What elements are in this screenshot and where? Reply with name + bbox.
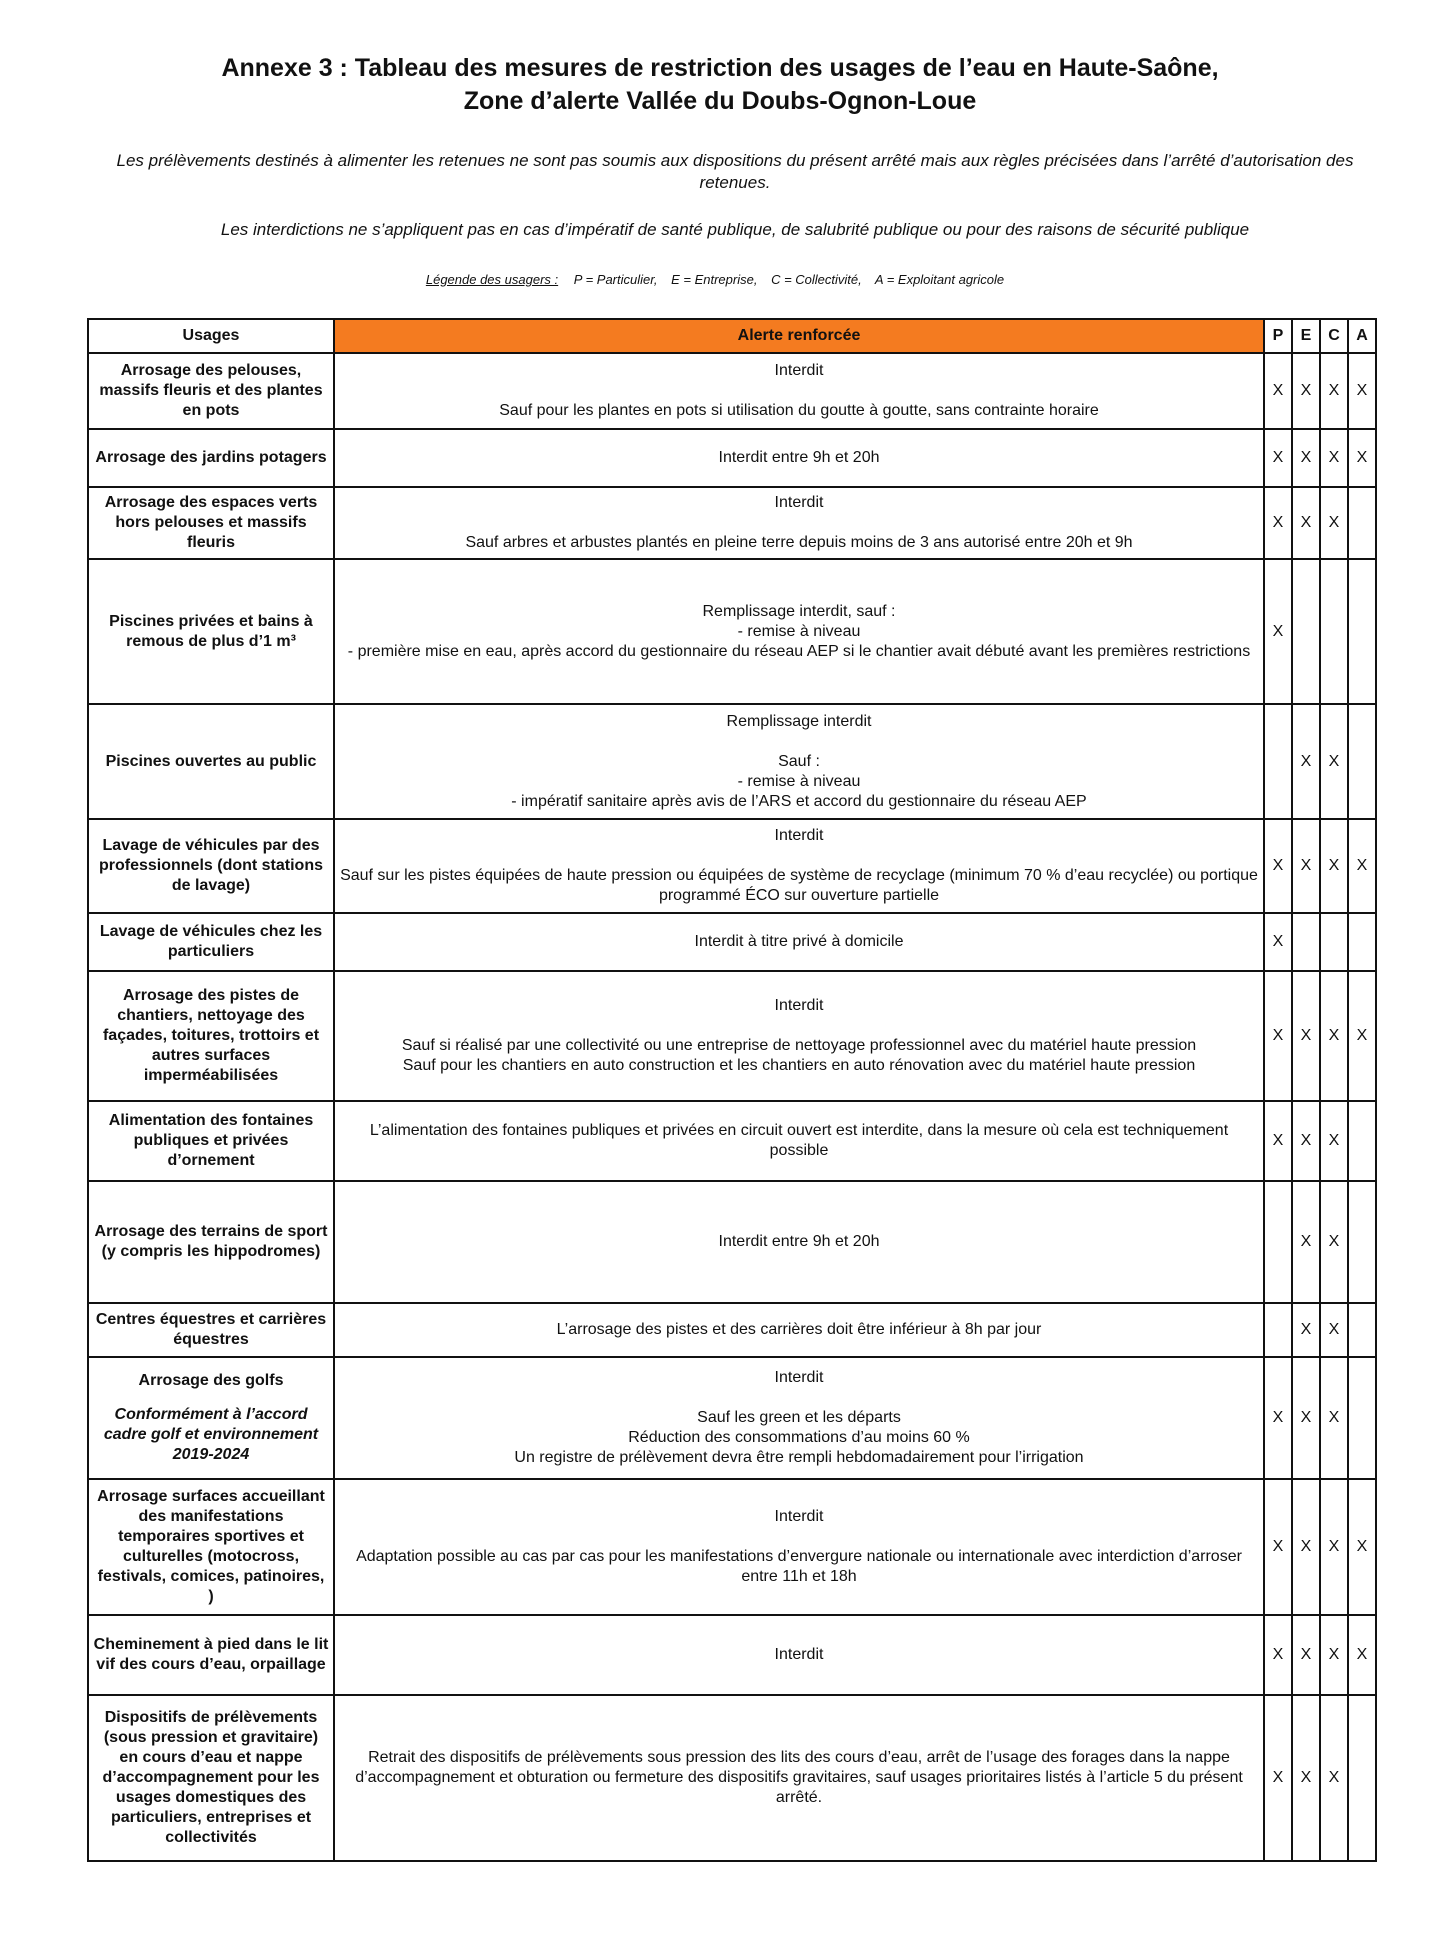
mark-a: X bbox=[1348, 819, 1376, 913]
mark-c: X bbox=[1320, 1479, 1348, 1615]
usage-cell bbox=[88, 1615, 334, 1695]
usage-label: Cheminement à pied dans le lit vif des cours d’eau, orpaillage bbox=[93, 1636, 329, 1673]
note-retenues: Les prélèvements destinés à alimenter les retenues ne sont pas soumis aux dispositions du présent arrêté mais aux règles précisées dans l’arrêté d’autorisation des retenues. bbox=[116, 151, 1354, 192]
mesure-line: Sauf : bbox=[778, 752, 820, 770]
mark-p bbox=[1264, 1181, 1292, 1303]
mark-p: X bbox=[1264, 971, 1292, 1101]
mesure-line: Sauf pour les chantiers en auto construction et les chantiers en auto rénovation avec du matériel haute pression bbox=[402, 1057, 1196, 1074]
header-e: E bbox=[1292, 319, 1320, 353]
usage-cell bbox=[88, 429, 334, 487]
mesure-line: Interdit bbox=[774, 494, 824, 511]
table-row bbox=[88, 429, 1376, 487]
mark-e: X bbox=[1292, 487, 1320, 559]
mesure-line: Sauf les green et les départs bbox=[697, 1409, 901, 1426]
table-row bbox=[88, 559, 1376, 704]
mark-p: X bbox=[1264, 559, 1292, 704]
table-header-row bbox=[88, 319, 1376, 353]
table-row bbox=[88, 971, 1376, 1101]
mesure-line: Retrait des dispositifs de prélèvements sous pression des lits des cours d’eau, arrêt de l’usage des forages dans la nappe d’accompagnement et obturation ou fermeture des dispositifs gravitaires, sauf usages prioritaires listés à l’article 5 du présent arrêté. bbox=[355, 1749, 1243, 1806]
header-c: C bbox=[1320, 319, 1348, 353]
mark-p: X bbox=[1264, 429, 1292, 487]
mark-e bbox=[1292, 913, 1320, 971]
table-row bbox=[88, 1695, 1376, 1861]
mesure-cell bbox=[334, 1479, 1264, 1615]
mark-e: X bbox=[1292, 1479, 1320, 1615]
legend-c: C = Collectivité, bbox=[771, 272, 862, 287]
mark-c: X bbox=[1320, 1303, 1348, 1357]
usage-label: Arrosage des jardins potagers bbox=[95, 449, 327, 466]
mesure-line: L’arrosage des pistes et des carrières doit être inférieur à 8h par jour bbox=[556, 1321, 1042, 1338]
mesure-line: L’alimentation des fontaines publiques et privées en circuit ouvert est interdite, dans la mesure où cela est techniquement possible bbox=[369, 1122, 1229, 1159]
mesure-cell bbox=[334, 559, 1264, 704]
mark-c: X bbox=[1320, 1615, 1348, 1695]
mesure-cell bbox=[334, 971, 1264, 1101]
table-row bbox=[88, 1357, 1376, 1479]
mark-c: X bbox=[1320, 704, 1348, 819]
usage-label: Alimentation des fontaines publiques et privées d’ornement bbox=[108, 1112, 314, 1169]
mark-a bbox=[1348, 1181, 1376, 1303]
mark-c: X bbox=[1320, 1101, 1348, 1181]
mark-a: X bbox=[1348, 429, 1376, 487]
usage-cell bbox=[88, 559, 334, 704]
mesure-line: Interdit bbox=[774, 362, 824, 379]
mark-a: X bbox=[1348, 353, 1376, 429]
usage-cell bbox=[88, 819, 334, 913]
usage-label: Dispositifs de prélèvements (sous pression et gravitaire) en cours d’eau et nappe d’accompagnement pour les usages domestiques des particuliers, entreprises et collectivités bbox=[102, 1709, 320, 1846]
table-row bbox=[88, 487, 1376, 559]
mesure-cell bbox=[334, 913, 1264, 971]
usage-label: Piscines privées et bains à remous de plus d’1 m³ bbox=[109, 612, 313, 650]
mark-a bbox=[1348, 704, 1376, 819]
mark-c: X bbox=[1320, 1181, 1348, 1303]
usage-cell bbox=[88, 1303, 334, 1357]
mark-e: X bbox=[1292, 1615, 1320, 1695]
mark-c: X bbox=[1320, 487, 1348, 559]
mesure-line: Remplissage interdit bbox=[726, 712, 872, 730]
mesure-line: Sauf si réalisé par une collectivité ou une entreprise de nettoyage professionnel avec du matériel haute pression bbox=[401, 1037, 1197, 1054]
mark-c: X bbox=[1320, 1695, 1348, 1861]
legend-p: P = Particulier, bbox=[573, 272, 658, 287]
mark-c: X bbox=[1320, 429, 1348, 487]
mark-p: X bbox=[1264, 1615, 1292, 1695]
usage-label: Arrosage des espaces verts hors pelouses et massifs fleuris bbox=[104, 494, 318, 551]
mesure-line: Sauf sur les pistes équipées de haute pression ou équipées de système de recyclage (minimum 70 % d’eau recyclée) ou portique programmé ÉCO sur ouverture partielle bbox=[340, 867, 1258, 904]
usage-cell bbox=[88, 704, 334, 819]
mark-a bbox=[1348, 1101, 1376, 1181]
mark-c: X bbox=[1320, 353, 1348, 429]
usage-cell bbox=[88, 1695, 334, 1861]
mark-p bbox=[1264, 704, 1292, 819]
usage-label: Lavage de véhicules par des professionnels (dont stations de lavage) bbox=[98, 837, 323, 894]
legend-title: Légende des usagers : bbox=[425, 272, 559, 287]
legend-a: A = Exploitant agricole bbox=[874, 272, 1005, 287]
usage-label: Piscines ouvertes au public bbox=[105, 752, 317, 770]
mark-a bbox=[1348, 1357, 1376, 1479]
usage-cell bbox=[88, 353, 334, 429]
mark-e: X bbox=[1292, 429, 1320, 487]
legend-e: E = Entreprise, bbox=[671, 272, 758, 287]
title-line-2: Zone d’alerte Vallée du Doubs-Ognon-Loue bbox=[463, 87, 977, 115]
mark-e: X bbox=[1292, 1303, 1320, 1357]
mesure-line: - impératif sanitaire après avis de l’ARS et accord du gestionnaire du réseau AEP bbox=[511, 792, 1087, 810]
legend bbox=[0, 272, 1440, 287]
header-usages: Usages bbox=[88, 319, 334, 353]
mark-p: X bbox=[1264, 1357, 1292, 1479]
mark-e: X bbox=[1292, 971, 1320, 1101]
mark-a: X bbox=[1348, 1479, 1376, 1615]
header-alerte-renforcee: Alerte renforcée bbox=[334, 319, 1264, 353]
mesure-line: - remise à niveau bbox=[737, 622, 861, 640]
mark-p: X bbox=[1264, 487, 1292, 559]
mark-p: X bbox=[1264, 819, 1292, 913]
header-a: A bbox=[1348, 319, 1376, 353]
usage-label: Arrosage des pelouses, massifs fleuris et des plantes en pots bbox=[99, 362, 323, 419]
table-row bbox=[88, 704, 1376, 819]
mesure-line: Interdit bbox=[774, 997, 824, 1014]
mark-e: X bbox=[1292, 704, 1320, 819]
title-line-1: Annexe 3 : Tableau des mesures de restriction des usages de l’eau en Haute-Saône, bbox=[221, 54, 1219, 82]
usage-label: Arrosage surfaces accueillant des manifestations temporaires sportives et culturelles (motocross, festivals, comices, patinoires, ) bbox=[97, 1488, 325, 1605]
table-row bbox=[88, 1303, 1376, 1357]
usage-cell bbox=[88, 1479, 334, 1615]
mark-p: X bbox=[1264, 353, 1292, 429]
mesure-line: Adaptation possible au cas par cas pour les manifestations d’envergure nationale ou internationale avec interdiction d’arroser entre 11h et 18h bbox=[356, 1548, 1242, 1585]
mesure-line: - remise à niveau bbox=[737, 772, 861, 790]
usage-cell bbox=[88, 1101, 334, 1181]
mark-c: X bbox=[1320, 971, 1348, 1101]
mark-e: X bbox=[1292, 819, 1320, 913]
mesure-line: Remplissage interdit, sauf : bbox=[702, 602, 896, 620]
mark-c bbox=[1320, 559, 1348, 704]
usage-label: Arrosage des pistes de chantiers, nettoyage des façades, toitures, trottoirs et autres surfaces imperméabilisées bbox=[102, 987, 320, 1084]
mark-a bbox=[1348, 913, 1376, 971]
usage-label: Arrosage des terrains de sport (y compris les hippodromes) bbox=[94, 1223, 328, 1260]
mesure-cell bbox=[334, 1181, 1264, 1303]
usage-cell bbox=[88, 971, 334, 1101]
mesure-line: Interdit bbox=[774, 1508, 824, 1525]
mark-a bbox=[1348, 1695, 1376, 1861]
mesure-cell bbox=[334, 819, 1264, 913]
table-row bbox=[88, 1615, 1376, 1695]
mark-c: X bbox=[1320, 1357, 1348, 1479]
mesure-cell bbox=[334, 1695, 1264, 1861]
mark-a bbox=[1348, 559, 1376, 704]
table-row bbox=[88, 819, 1376, 913]
usage-sublabel: Conformément à l’accord cadre golf et environnement 2019-2024 bbox=[103, 1406, 319, 1463]
page-title bbox=[0, 52, 1440, 118]
mark-a: X bbox=[1348, 1615, 1376, 1695]
mesure-line: Un registre de prélèvement devra être rempli hebdomadairement pour l’irrigation bbox=[514, 1449, 1084, 1466]
mark-c: X bbox=[1320, 819, 1348, 913]
usage-label: Centres équestres et carrières équestres bbox=[95, 1311, 327, 1348]
mark-p: X bbox=[1264, 1479, 1292, 1615]
mark-e: X bbox=[1292, 1101, 1320, 1181]
mark-e: X bbox=[1292, 1181, 1320, 1303]
mesure-line: Interdit entre 9h et 20h bbox=[718, 1233, 880, 1250]
mark-a: X bbox=[1348, 971, 1376, 1101]
mesure-line: Interdit bbox=[774, 827, 824, 844]
usage-cell bbox=[88, 1181, 334, 1303]
mark-e: X bbox=[1292, 353, 1320, 429]
mesure-line: - première mise en eau, après accord du gestionnaire du réseau AEP si le chantier avait débuté avant les premières restrictions bbox=[347, 642, 1251, 660]
mesure-line: Sauf pour les plantes en pots si utilisation du goutte à goutte, sans contrainte horaire bbox=[499, 402, 1099, 419]
note-interdictions: Les interdictions ne s’appliquent pas en cas d’impératif de santé publique, de salubrité publique ou pour des raisons de sécurité publique bbox=[220, 220, 1250, 239]
table-row bbox=[88, 913, 1376, 971]
mesure-cell bbox=[334, 1357, 1264, 1479]
usage-cell bbox=[88, 1357, 334, 1479]
table-row bbox=[88, 353, 1376, 429]
mark-p: X bbox=[1264, 913, 1292, 971]
mark-e bbox=[1292, 559, 1320, 704]
mesure-cell bbox=[334, 704, 1264, 819]
table-row bbox=[88, 1479, 1376, 1615]
mark-e: X bbox=[1292, 1695, 1320, 1861]
mark-p: X bbox=[1264, 1695, 1292, 1861]
mark-a bbox=[1348, 487, 1376, 559]
usage-cell bbox=[88, 487, 334, 559]
mesure-line: Interdit à titre privé à domicile bbox=[694, 933, 904, 950]
mesure-line: Réduction des consommations d’au moins 60 % bbox=[628, 1429, 970, 1446]
usage-cell bbox=[88, 913, 334, 971]
mark-c bbox=[1320, 913, 1348, 971]
usage-label: Lavage de véhicules chez les particuliers bbox=[99, 923, 323, 960]
mesure-cell bbox=[334, 1101, 1264, 1181]
header-p: P bbox=[1264, 319, 1292, 353]
mesure-line: Interdit bbox=[774, 1369, 824, 1386]
mesure-cell bbox=[334, 1303, 1264, 1357]
mesure-line: Interdit bbox=[774, 1646, 824, 1663]
mesure-line: Sauf arbres et arbustes plantés en pleine terre depuis moins de 3 ans autorisé entre 20h et 9h bbox=[465, 534, 1133, 551]
table-row bbox=[88, 1101, 1376, 1181]
usage-label: Arrosage des golfs bbox=[138, 1372, 284, 1389]
mesure-cell bbox=[334, 429, 1264, 487]
mesure-cell bbox=[334, 487, 1264, 559]
mesure-cell bbox=[334, 1615, 1264, 1695]
mark-a bbox=[1348, 1303, 1376, 1357]
mesure-cell bbox=[334, 353, 1264, 429]
table-body bbox=[88, 353, 1376, 1861]
table-row bbox=[88, 1181, 1376, 1303]
mark-e: X bbox=[1292, 1357, 1320, 1479]
mark-p bbox=[1264, 1303, 1292, 1357]
restrictions-table bbox=[87, 318, 1377, 1862]
mesure-line: Interdit entre 9h et 20h bbox=[718, 449, 880, 466]
mark-p: X bbox=[1264, 1101, 1292, 1181]
